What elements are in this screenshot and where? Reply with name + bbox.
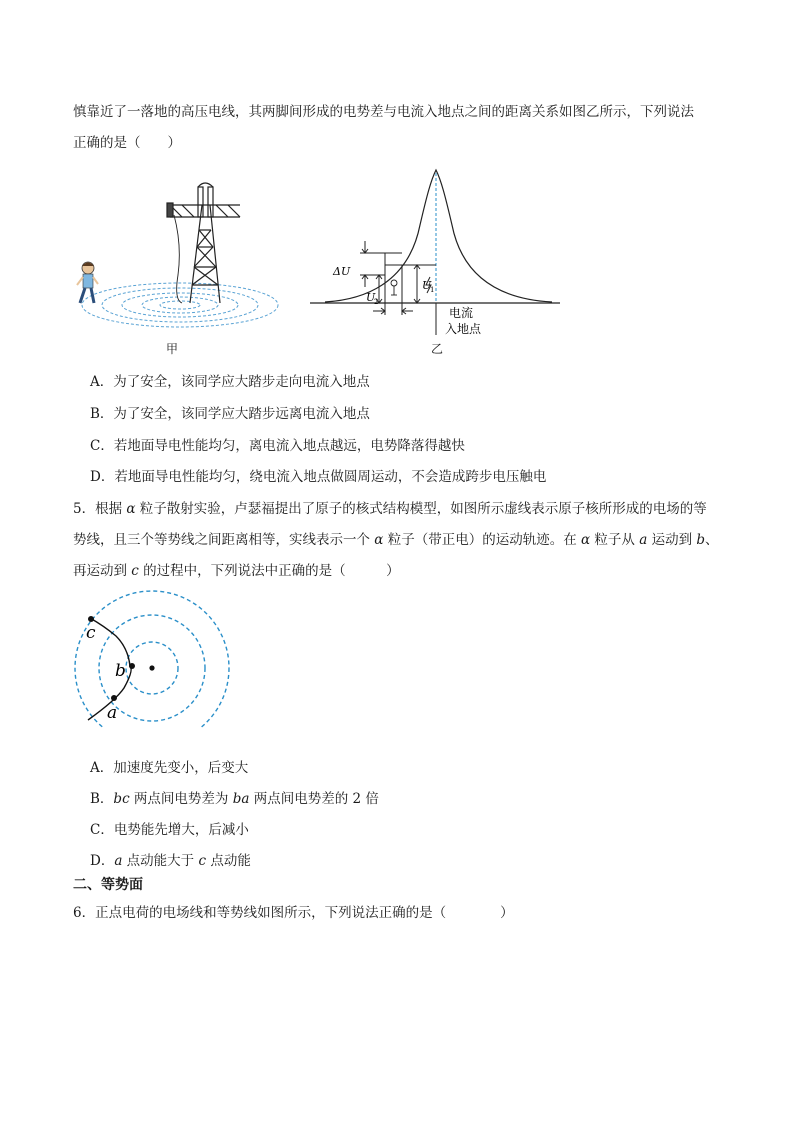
q6-stem: 6．正点电荷的电场线和等势线如图所示，下列说法正确的是（ ） xyxy=(73,905,514,921)
q4-option-c: C．若地面导电性能均匀，离电流入地点越远，电势降落得越快 xyxy=(90,438,465,454)
q4-option-b: B．为了安全，该同学应大踏步远离电流入地点 xyxy=(90,406,370,422)
point-a-label: a xyxy=(107,703,118,723)
point-c-label: c xyxy=(86,623,96,643)
q5-option-a: A．加速度先变小，后变大 xyxy=(90,760,249,776)
u1-label: U xyxy=(422,279,432,292)
q4-figure-yi xyxy=(305,165,565,340)
point-b-label: b xyxy=(115,661,126,681)
q5-option-c: C．电势能先增大，后减小 xyxy=(90,822,249,838)
u1-sub: 1 xyxy=(430,286,435,294)
u2-sub: 2 xyxy=(374,298,379,306)
fig-yi-caption: 乙 xyxy=(431,342,444,356)
q4-option-a: A．为了安全，该同学应大踏步走向电流入地点 xyxy=(90,374,370,390)
q4-option-d: D．若地面导电性能均匀，绕电流入地点做圆周运动，不会造成跨步电压触电 xyxy=(90,469,547,485)
q4-stem-line2: 正确的是（ ） xyxy=(73,135,181,151)
q5-option-d: D．a 点动能大于 c 点动能 xyxy=(90,853,251,869)
q4-figure-jia xyxy=(70,175,280,350)
q5-stem-line2: 势线，且三个等势线之间距离相等，实线表示一个 α 粒子（带正电）的运动轨迹。在 α 粒子从 a 运动到 b、 xyxy=(73,532,719,548)
delta-u-label: ΔU xyxy=(333,265,351,278)
q5-stem-line1: 5．根据 α 粒子散射实验，卢瑟福提出了原子的核式结构模型，如图所示虚线表示原子核所形成的电场的等 xyxy=(73,501,707,517)
q5-figure xyxy=(68,588,238,728)
section-2-title: 二、等势面 xyxy=(73,877,143,893)
entry-label-2: 入地点 xyxy=(445,322,482,336)
q5-option-b: B．bc 两点间电势差为 ba 两点间电势差的 2 倍 xyxy=(90,791,379,807)
entry-label-1: 电流 xyxy=(449,306,474,320)
q5-stem-line3: 再运动到 c 的过程中，下列说法中正确的是（ ） xyxy=(73,563,400,579)
q4-stem-line1: 慎靠近了一落地的高压电线，其两脚间形成的电势差与电流入地点之间的距离关系如图乙所示，下列说法 xyxy=(73,104,694,120)
fig-jia-caption: 甲 xyxy=(166,342,179,356)
u2-label: U xyxy=(366,291,376,304)
